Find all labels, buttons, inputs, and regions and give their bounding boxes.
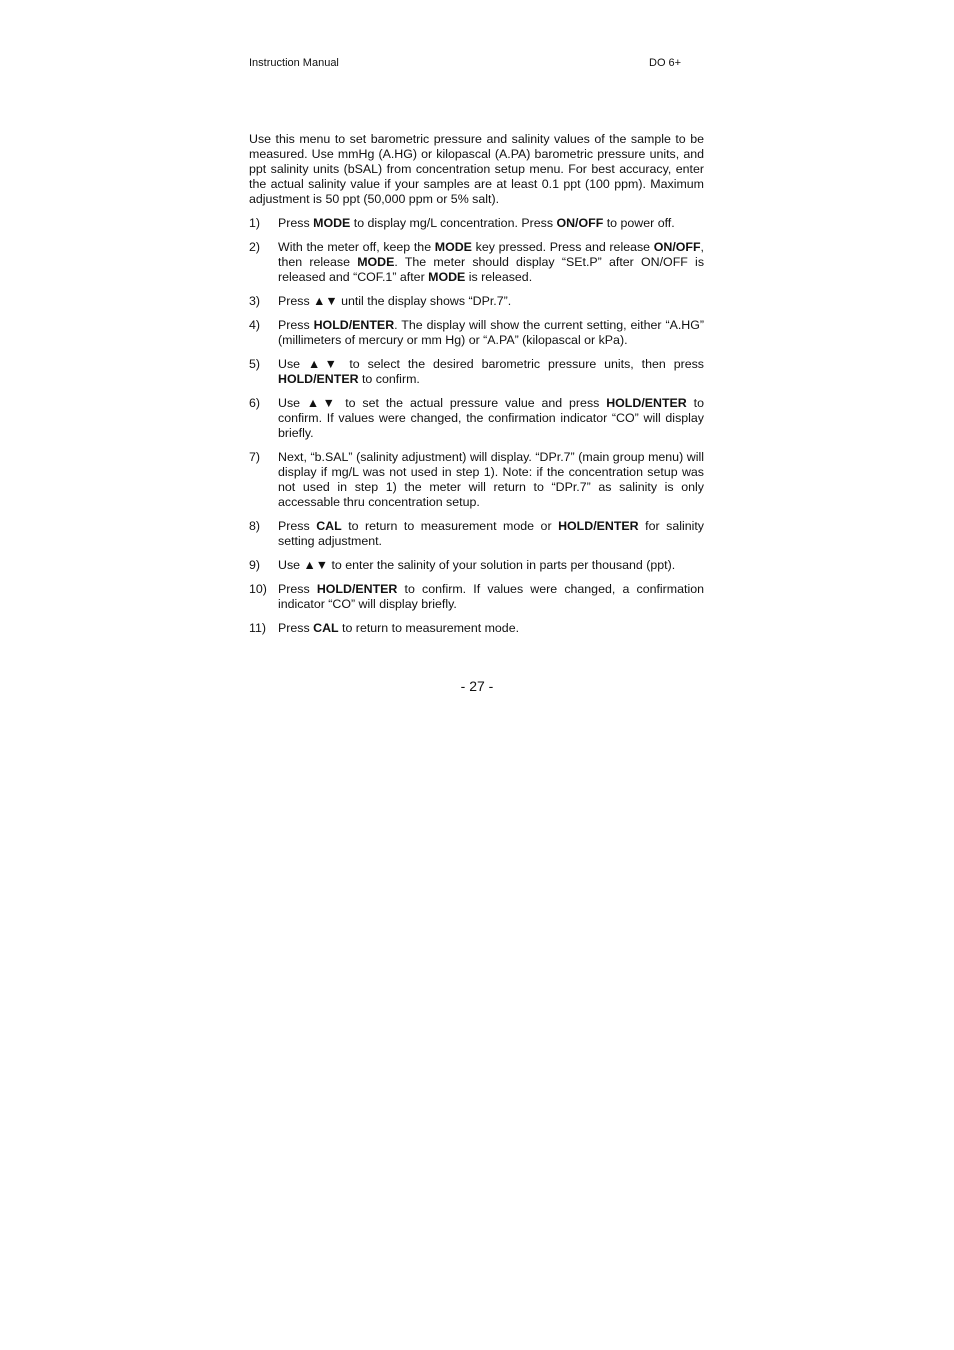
step-item [249,519,704,549]
step-text-run: . The display will show the current setting, either “A.HG” (millimeters of mercury or mm Hg) or “A.PA” (kilopascal or kPa). [278,318,705,347]
step-text-run: to display mg/L concentration. Press [350,216,557,230]
step-text-run: key pressed. Press and release [471,240,654,254]
step-text-run: Use ▲▼ to select the desired barometric pressure units, then press [278,357,704,371]
step-text-run: Press [278,318,314,332]
key-name: CAL [316,519,342,533]
step-number: 10) [249,582,267,596]
page-content [249,132,704,645]
step-text-run: for salinity setting adjustment. [278,519,705,548]
key-name: HOLD/ENTER [278,372,359,386]
step-item [249,621,704,636]
step-text-run: to confirm. If values were changed, a confirmation indicator “CO” will display briefly. [278,582,704,611]
step-text-run: to return to measurement mode. [338,621,520,635]
step-text-run: . The meter should display “SEt.P” after ON/OFF is released and “COF.1” after [278,255,705,284]
step-number: 2) [249,240,261,254]
step-text-run: to confirm. [358,372,420,386]
step-item [249,450,704,510]
header-title: Instruction Manual [249,57,339,69]
page-number: - 27 - [460,678,494,694]
intro-paragraph: Use this menu to set barometric pressure and salinity values of the sample to be measured. Use mmHg (A.HG) or kilopascal (A.PA) barometric pressure units, and ppt salinity units (bSAL) from concentration setup menu. For best accuracy, enter the actual salinity value if your samples are at least 0.1 ppt (100 ppm). Maximum adjustment is 50 ppt (50,000 ppm or 5% salt). [249,132,704,206]
step-text [278,216,704,231]
step-item [249,318,704,348]
step-item [249,294,704,309]
step-number: 8) [249,519,261,533]
key-name: MODE [357,255,395,269]
key-name: ON/OFF [653,240,701,254]
step-text-run: Next, “b.SAL” (salinity adjustment) will display. “DPr.7” (main group menu) will display if mg/L was not used in step 1). Note: if the concentration setup was not used in step 1) the meter will return to “DPr.7” as salinity is only accessable thru concentration setup. [278,450,704,509]
step-text-run: Press [278,582,317,596]
step-text-run: is released. [465,270,533,284]
key-name: HOLD/ENTER [606,396,687,410]
step-text-run: Use ▲▼ to set the actual pressure value and press [278,396,607,410]
step-text [278,357,704,387]
step-text-run: to return to measurement mode or [341,519,559,533]
step-number: 11) [249,621,266,635]
step-text [278,294,704,309]
step-item [249,357,704,387]
step-number: 7) [249,450,261,464]
step-number: 9) [249,558,261,572]
step-text [278,582,704,612]
step-item [249,582,704,612]
step-text [278,396,704,441]
key-name: MODE [434,240,472,254]
key-name: HOLD/ENTER [313,318,395,332]
step-item [249,558,704,573]
step-text-run: Use ▲▼ to enter the salinity of your solution in parts per thousand (ppt). [278,558,676,572]
step-text-run: , then release [278,240,704,269]
step-text-run: to confirm. If values were changed, the confirmation indicator “CO” will display briefly. [278,396,704,440]
key-name: ON/OFF [556,216,604,230]
step-text-run: Press [278,216,314,230]
step-item [249,240,704,285]
step-text-run: With the meter off, keep the [278,240,435,254]
step-number: 1) [249,216,261,230]
key-name: HOLD/ENTER [316,582,398,596]
step-item [249,396,704,441]
step-text [278,240,704,285]
header-model: DO 6+ [649,57,682,69]
key-name: HOLD/ENTER [558,519,639,533]
step-list [249,216,704,636]
step-text-run: Press [278,621,314,635]
step-text-run: to power off. [603,216,675,230]
step-text [278,558,704,573]
step-number: 3) [249,294,261,308]
step-text [278,318,704,348]
step-text [278,621,704,636]
step-number: 6) [249,396,261,410]
step-number: 5) [249,357,261,371]
step-item [249,216,704,231]
step-number: 4) [249,318,261,332]
step-text [278,450,704,510]
key-name: MODE [428,270,466,284]
step-text-run: Press ▲▼ until the display shows “DPr.7”. [278,294,512,308]
step-text [278,519,704,549]
step-text-run: Press [278,519,317,533]
key-name: MODE [313,216,351,230]
key-name: CAL [313,621,339,635]
